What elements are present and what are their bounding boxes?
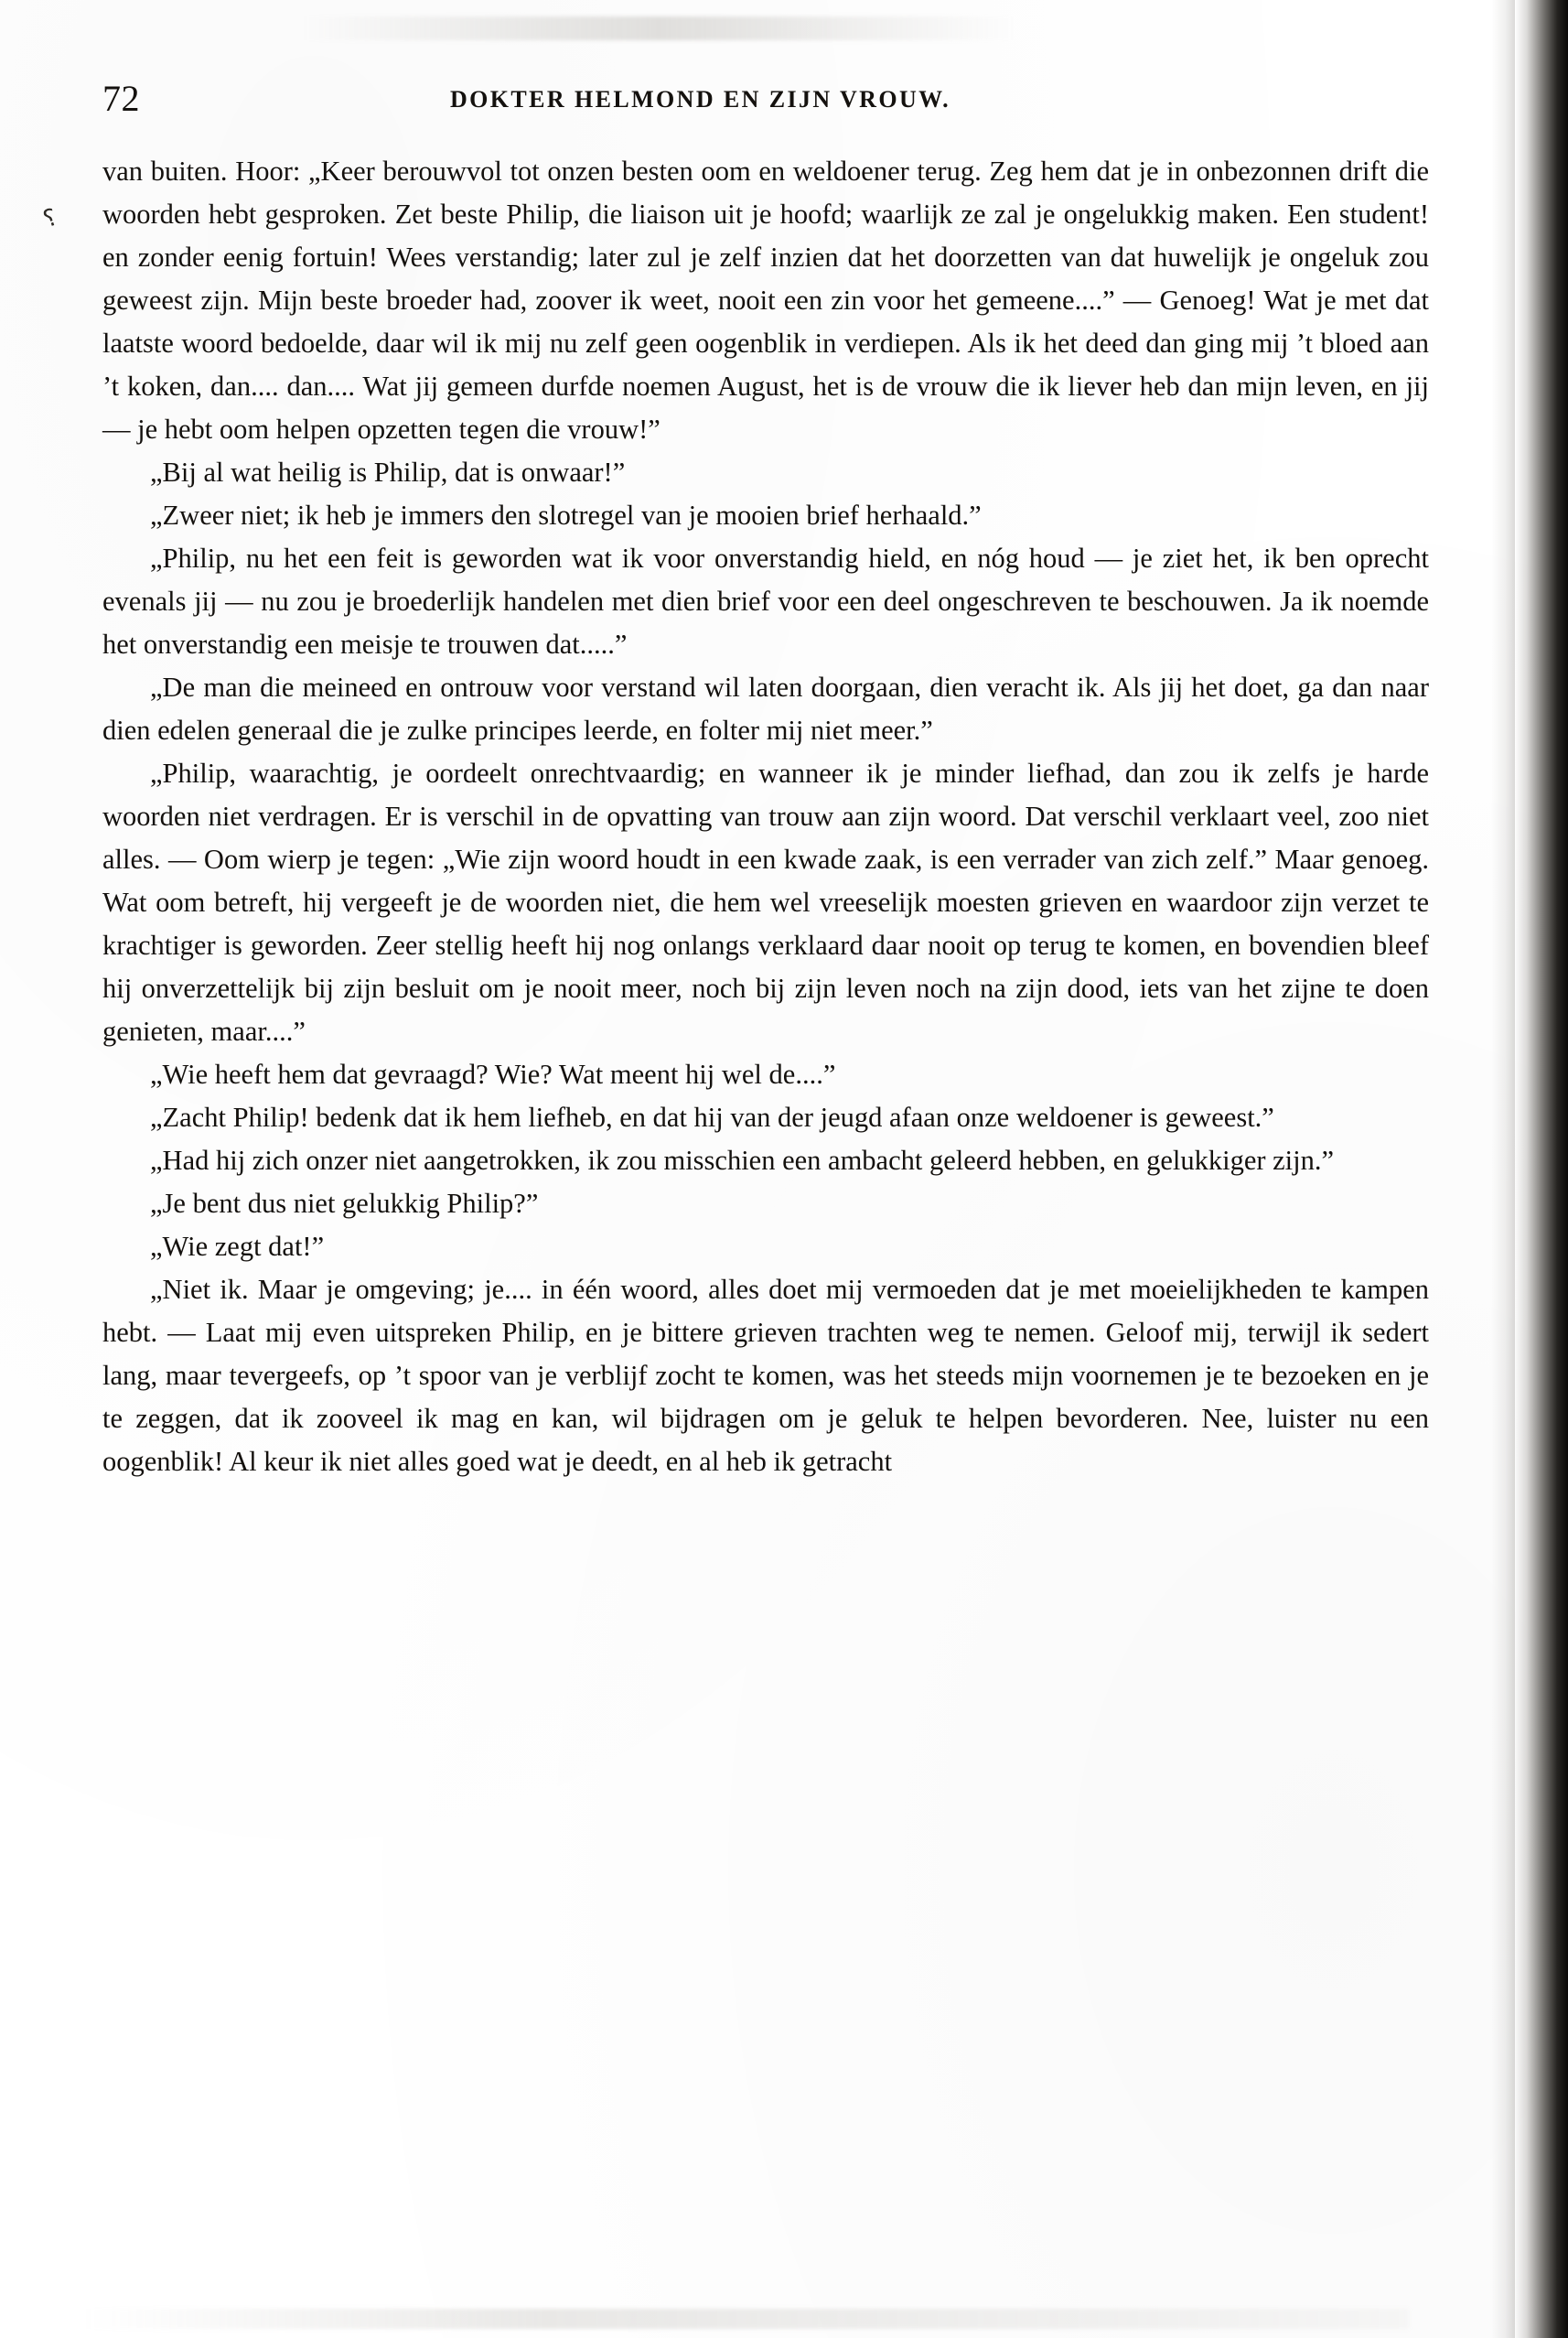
paragraph: „Wie heeft hem dat gevraagd? Wie? Wat meent hij wel de....” (150, 1059, 836, 1090)
paragraph: „Had hij zich onzer niet aangetrokken, ik zou misschien een ambacht geleerd hebben, en gelukkiger zijn.” (150, 1145, 1335, 1176)
scan-artifact-bottom (82, 2309, 1409, 2329)
paragraph: van buiten. Hoor: „Keer berouwvol tot onzen besten oom en weldoener terug. Zeg hem dat je in onbezonnen drift die woorden hebt gesproken. Zet beste Philip, die liaison uit je hoofd; waarlijk ze zal je ongelukkig maken. Een student! en zonder eenig fortuin! Wees verstandig; later zul je zelf inzien dat het doorzetten van dat huwelijk je ongeluk zou geweest zijn. Mijn beste broeder had, zoover ik weet, nooit een zin voor het gemeene....” — Genoeg! Wat je met dat laatste woord bedoelde, daar wil ik mij nu zelf geen oogenblik in verdiepen. Als ik het deed dan ging mij ’t bloed aan ’t koken, dan.... dan.... Wat jij gemeen durfde noemen August, het is de vrouw die ik liever heb dan mijn leven, en jij — je hebt oom helpen opzetten tegen die vrouw!” (102, 156, 1429, 445)
scan-artifact-top (302, 16, 1015, 40)
page-content (102, 71, 1429, 1483)
body-text (102, 150, 1429, 1483)
paragraph: „De man die meineed en ontrouw voor verstand wil laten doorgaan, dien veracht ik. Als jij het doet, ga dan naar dien edelen generaal die je zulke principes leerde, en folter mij niet meer.” (102, 672, 1429, 746)
paragraph: „Bij al wat heilig is Philip, dat is onwaar!” (150, 457, 626, 488)
page-number: 72 (102, 78, 140, 119)
paragraph: „Wie zegt dat!” (150, 1231, 325, 1262)
paragraph: „Je bent dus niet gelukkig Philip?” (150, 1188, 539, 1219)
scan-gutter-shadow (1515, 0, 1568, 2338)
page-header (102, 71, 1429, 130)
paragraph: „Niet ik. Maar je omgeving; je.... in één woord, alles doet mij vermoeden dat je met moeielijkheden te kampen hebt. — Laat mij even uitspreken Philip, en je bittere grieven trachten weg te nemen. Geloof mij, terwijl ik sedert lang, maar tevergeefs, op ’t spoor van je verblijf zocht te komen, was het steeds mijn voornemen je te bezoeken en je te zeggen, dat ik zooveel ik mag en kan, wil bijdragen om je geluk te helpen bevorderen. Nee, luister nu een oogenblik! Al keur ik niet alles goed wat je deedt, en al heb ik getracht (102, 1274, 1429, 1477)
paragraph: „Zweer niet; ik heb je immers den slotregel van je mooien brief herhaald.” (150, 500, 982, 531)
scan-gutter-speckle (1491, 0, 1515, 2338)
paragraph: „Philip, nu het een feit is geworden wat ik voor onverstandig hield, en nóg houd — je ziet het, ik ben oprecht evenals jij — nu zou je broederlijk handelen met dien brief voor een deel ongeschreven te beschouwen. Ja ik noemde het onverstandig een meisje te trouwen dat.....” (102, 543, 1429, 660)
paragraph: „Zacht Philip! bedenk dat ik hem liefheb, en dat hij van der jeugd afaan onze weldoener is geweest.” (150, 1102, 1274, 1133)
running-head-title: DOKTER HELMOND EN ZIJN VROUW. (450, 86, 951, 113)
paragraph: „Philip, waarachtig, je oordeelt onrechtvaardig; en wanneer ik je minder liefhad, dan zou ik zelfs je harde woorden niet verdragen. Er is verschil in de opvatting van trouw aan zijn woord. Dat verschil verklaart veel, zoo niet alles. — Oom wierp je tegen: „Wie zijn woord houdt in een kwade zaak, is een verrader van zich zelf.” Maar genoeg. Wat oom betreft, hij vergeeft je de woorden niet, die hem wel vreeselijk moesten grieven en waardoor zijn verzet te krachtiger is geworden. Zeer stellig heeft hij nog onlangs verklaard daar nooit op terug te komen, en bovendien bleef hij onverzettelijk bij zijn besluit om je nooit meer, noch bij zijn leven noch na zijn dood, iets van het zijne te doen genieten, maar....” (102, 758, 1429, 1047)
margin-pencil-mark: ⸮ (39, 203, 60, 233)
